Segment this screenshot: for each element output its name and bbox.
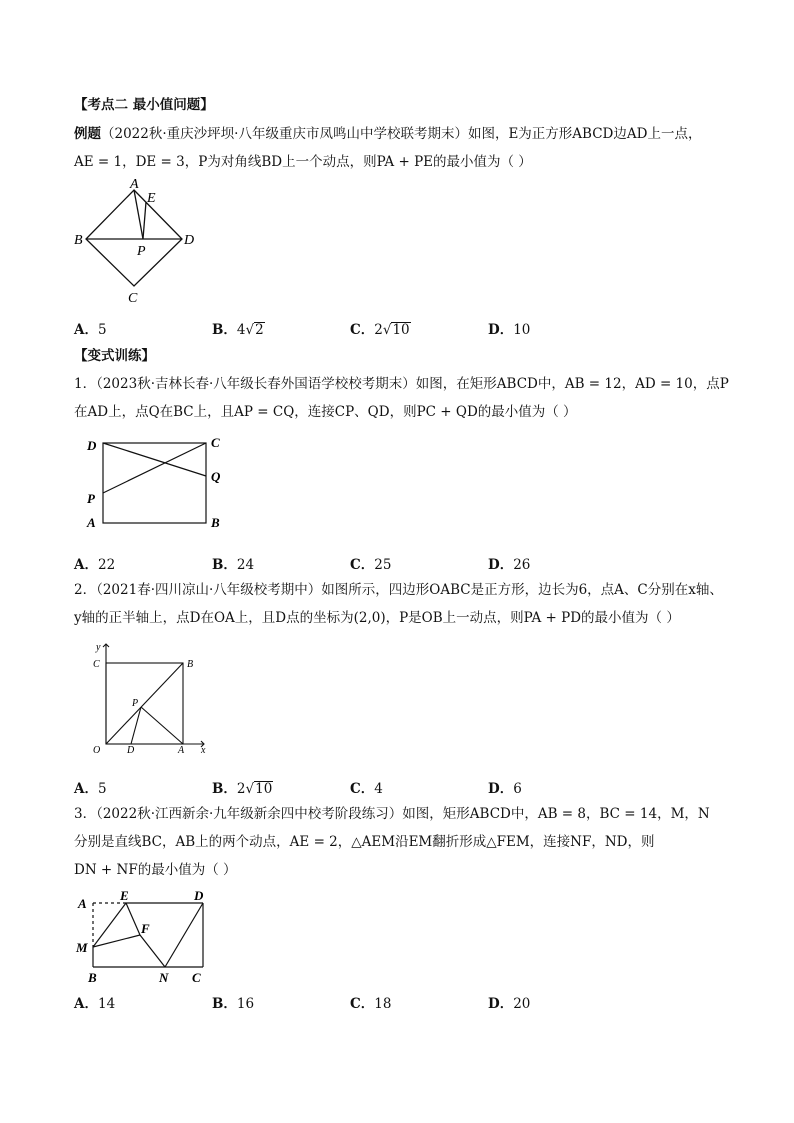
option-b[interactable]: B．24: [212, 557, 255, 573]
option-d[interactable]: D．6: [488, 781, 522, 797]
label-b: B: [74, 233, 83, 248]
option-b[interactable]: B．16: [212, 996, 255, 1012]
q1-line-2: 在AD上，点Q在BC上，且AP = CQ，连接CP、QD，则PC + QD的最小值为（ ）: [74, 404, 577, 420]
option-a[interactable]: A．5: [74, 322, 107, 338]
example-line-1: [74, 124, 701, 144]
q3-line-3: DN + NF的最小值为（ ）: [74, 862, 237, 878]
q2-figure: [84, 640, 214, 760]
q2-line-2: y轴的正半轴上，点D在OA上，且D点的坐标为(2,0)，P是OB上一动点，则PA + PD的最小值为（ ）: [74, 610, 680, 626]
label-q: Q: [211, 469, 221, 484]
example-figure: [70, 178, 210, 308]
option-b[interactable]: B．4√2: [212, 322, 264, 338]
example-label: 例题: [74, 126, 101, 142]
example-text-1: （2022秋·重庆沙坪坝·八年级重庆市凤鸣山中学校联考期末）如图，E为正方形ABCD边AD上一点，: [101, 126, 702, 142]
practice-heading: 【变式训练】: [74, 348, 155, 364]
q3-figure: [74, 886, 224, 986]
q3-line-1: 3．（2022秋·江西新余·九年级新余四中校考阶段练习）如图，矩形ABCD中，AB = 8，BC = 14，M，N: [74, 806, 710, 822]
option-c[interactable]: C．4: [350, 781, 383, 797]
label-x: x: [201, 745, 206, 756]
label-d: D: [194, 888, 204, 903]
label-c: C: [93, 659, 100, 670]
square-abcd: [86, 190, 182, 286]
label-d: D: [87, 438, 97, 453]
label-n: N: [159, 970, 169, 985]
option-c[interactable]: C．2√10: [350, 322, 410, 338]
q1-figure: [84, 432, 234, 537]
label-c: C: [128, 291, 138, 306]
rectangle-abcd: [103, 443, 206, 523]
label-a: A: [87, 515, 96, 530]
q3-line-2: 分别是直线BC，AB上的两个动点，AE = 2，△AEM沿EM翻折形成△FEM，连接NF，ND，则: [74, 834, 655, 850]
option-a[interactable]: A．22: [74, 557, 116, 573]
option-c[interactable]: C．18: [350, 996, 392, 1012]
label-e: E: [147, 191, 156, 206]
label-p: P: [132, 698, 139, 709]
label-f: F: [141, 921, 150, 936]
example-line-2: AE = 1，DE = 3，P为对角线BD上一个动点，则PA + PE的最小值为（ ）: [74, 154, 532, 170]
q2-line-1: 2．（2021春·四川凉山·八年级校考期中）如图所示，四边形OABC是正方形，边长为6，点A、C分别在x轴、: [74, 582, 723, 598]
label-y: y: [96, 642, 101, 653]
q1-line-1: 1．（2023秋·吉林长春·八年级长春外国语学校校考期末）如图，在矩形ABCD中，AB = 12，AD = 10，点P: [74, 376, 729, 392]
label-a: A: [130, 177, 139, 192]
label-b: B: [187, 659, 194, 670]
label-a: A: [78, 896, 87, 911]
segment-dq: [103, 443, 206, 476]
option-d[interactable]: D．10: [488, 322, 531, 338]
option-a[interactable]: A．14: [74, 996, 116, 1012]
segment-pa: [141, 707, 183, 744]
segment-cp: [103, 443, 206, 493]
label-a: A: [178, 745, 185, 756]
option-b[interactable]: B．2√10: [212, 781, 273, 797]
segment-fn: [140, 935, 165, 967]
label-p: P: [87, 491, 95, 506]
label-m: M: [76, 940, 88, 955]
label-o: O: [93, 745, 101, 756]
option-d[interactable]: D．26: [488, 557, 531, 573]
option-d[interactable]: D．20: [488, 996, 531, 1012]
segment-pe: [143, 202, 146, 239]
label-b: B: [211, 515, 220, 530]
segment-nd: [165, 903, 203, 967]
option-c[interactable]: C．25: [350, 557, 392, 573]
section-heading: 【考点二 最小值问题】: [74, 97, 214, 113]
label-b: B: [88, 970, 97, 985]
diagonal-ob: [106, 663, 183, 744]
label-d: D: [184, 233, 195, 248]
label-c: C: [192, 970, 201, 985]
option-a[interactable]: A．5: [74, 781, 107, 797]
label-e: E: [120, 888, 129, 903]
label-d: D: [127, 745, 135, 756]
label-c: C: [211, 435, 220, 450]
segment-ef: [126, 903, 140, 935]
label-p: P: [137, 244, 146, 259]
